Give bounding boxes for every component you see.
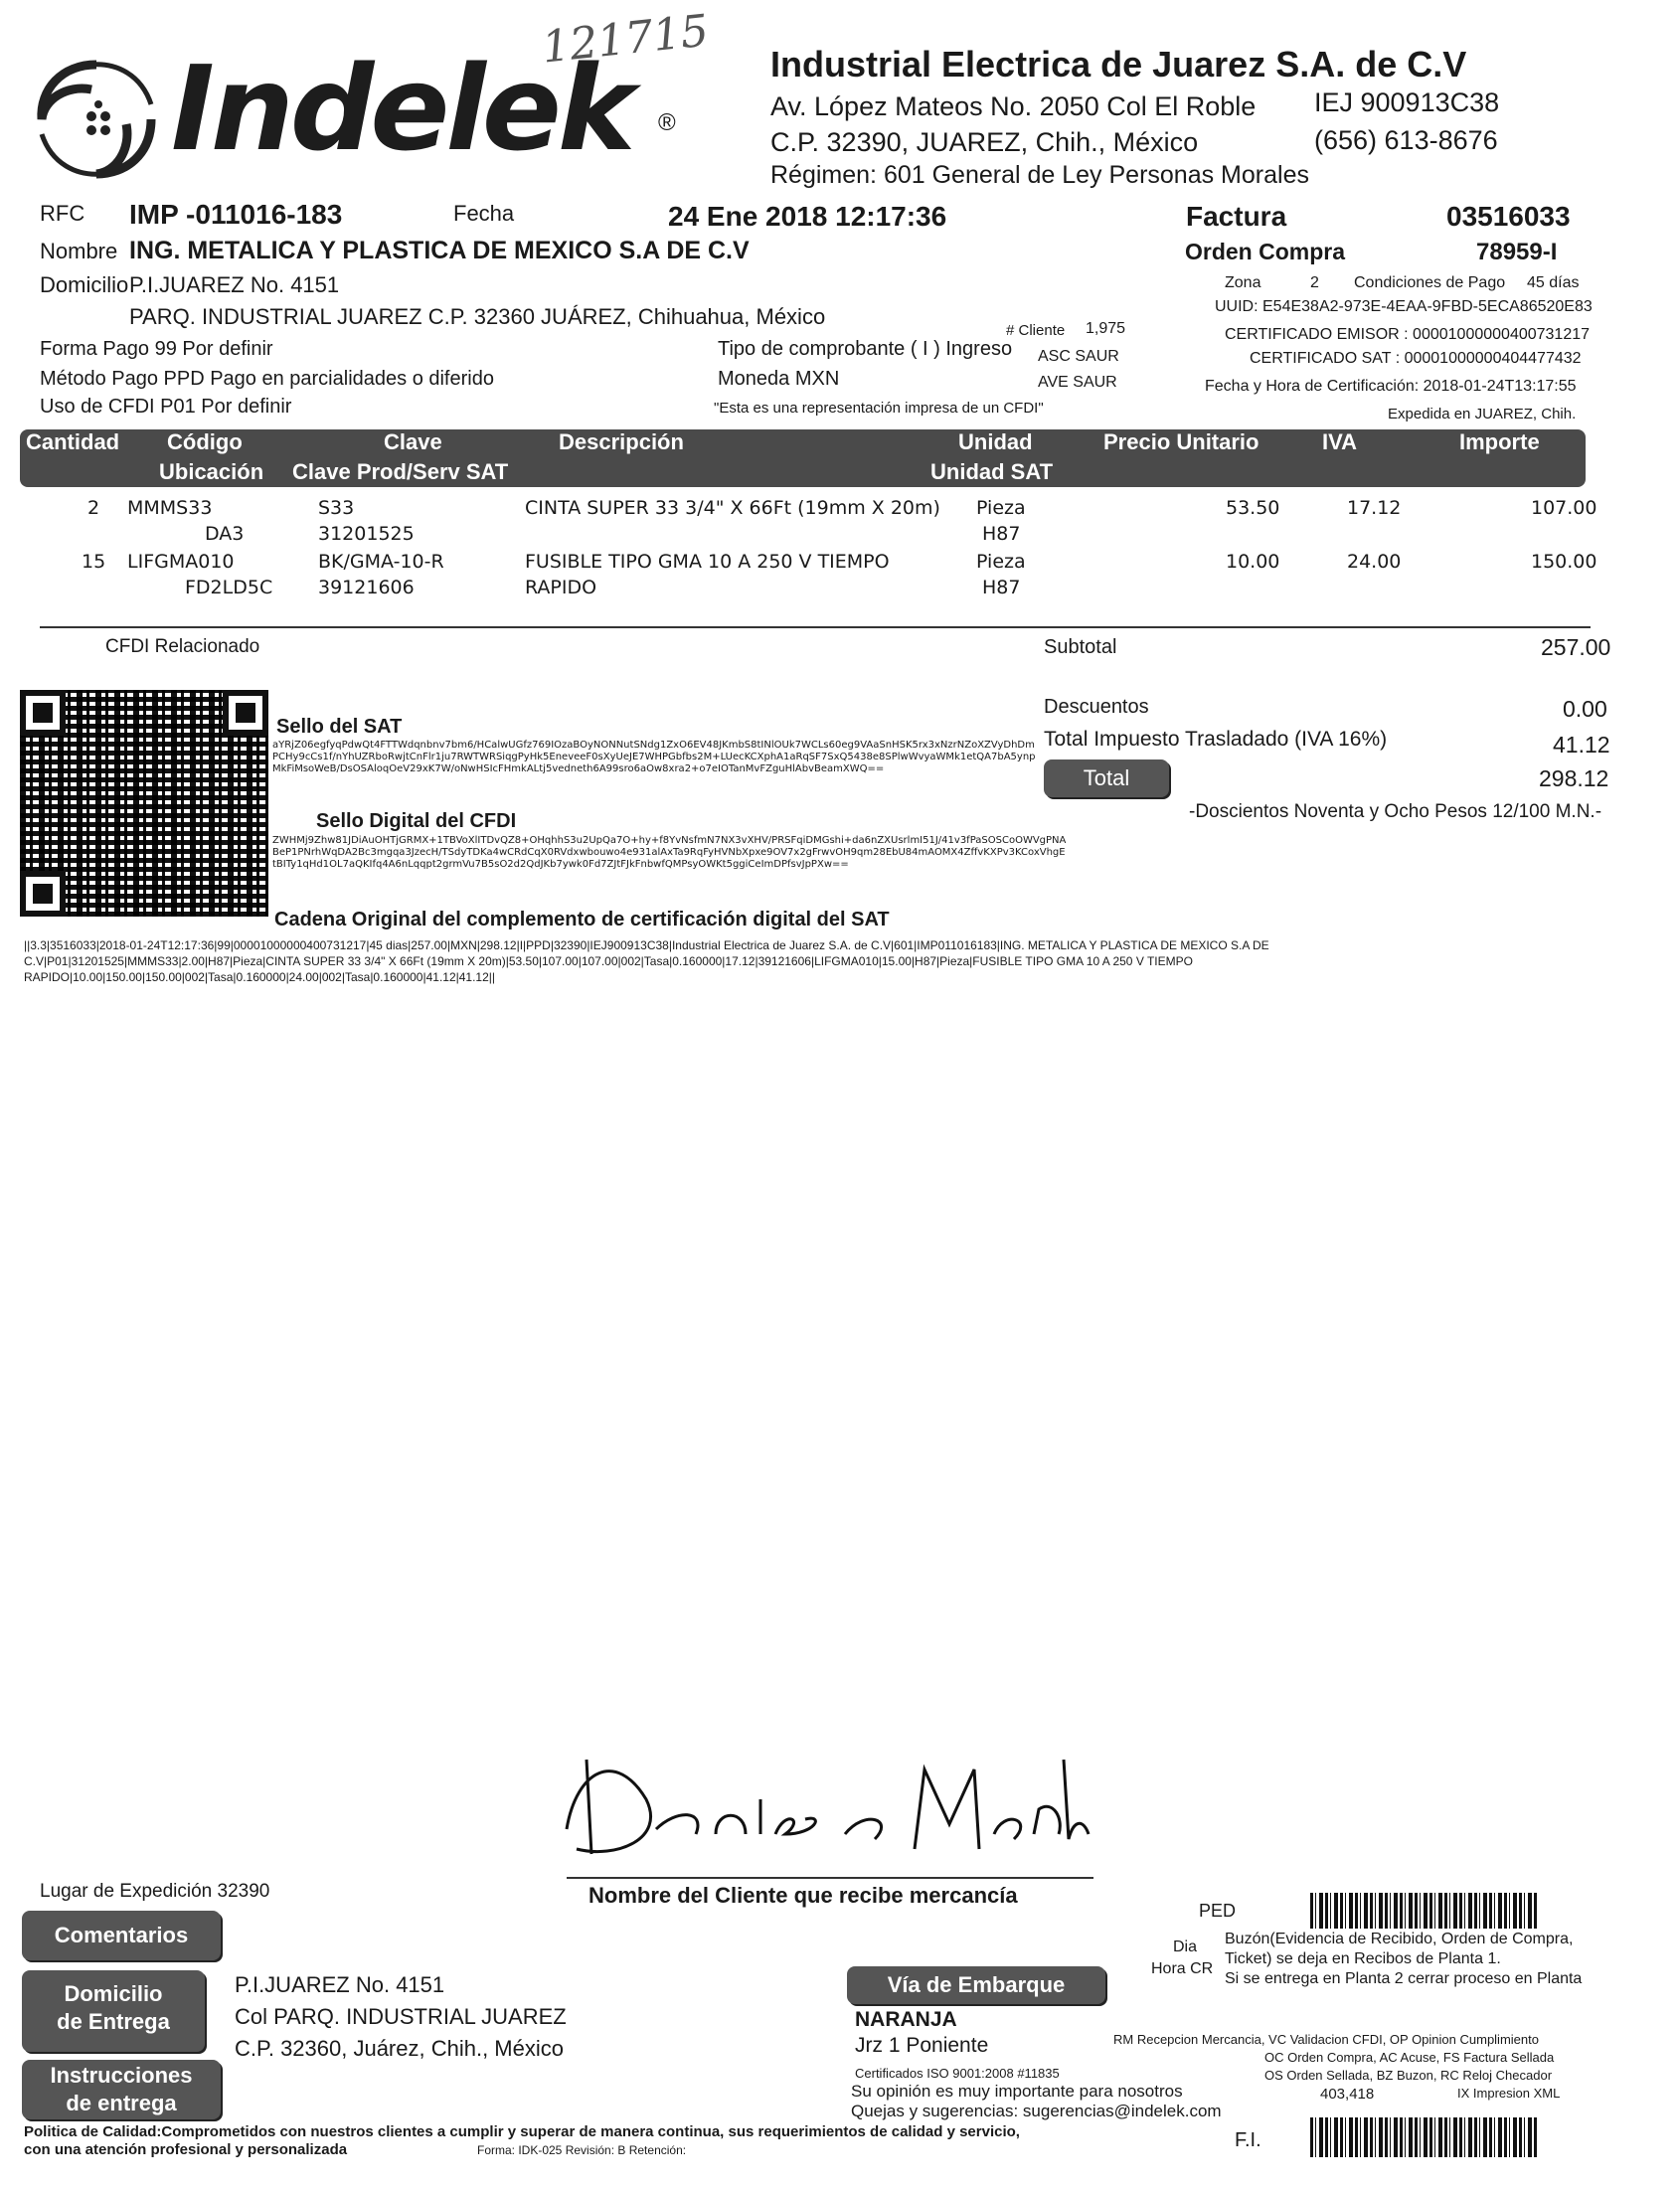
client-address2: PARQ. INDUSTRIAL JUAREZ C.P. 32360 JUÁREZ, Chihuahua, México xyxy=(129,304,826,329)
total-label: Total xyxy=(1083,765,1130,790)
items-table-header xyxy=(20,429,1586,487)
zona-label: Zona xyxy=(1225,274,1261,291)
row-descripcion: FUSIBLE TIPO GMA 10 A 250 V TIEMPO xyxy=(525,551,890,573)
swirl-logo-icon xyxy=(22,45,171,194)
col-codigo: Código xyxy=(167,429,243,454)
qr-finder-top-left xyxy=(20,690,66,736)
legend-line1: RM Recepcion Mercancia, VC Validacion CFDI, OP Opinion Cumplimiento xyxy=(1113,2032,1539,2047)
uso-cfdi: Uso de CFDI P01 Por definir xyxy=(40,396,292,418)
company-regimen: Régimen: 601 General de Ley Personas Morales xyxy=(770,161,1309,189)
cfdi-qr-code xyxy=(20,690,268,917)
impuesto-label: Total Impuesto Trasladado (IVA 16%) xyxy=(1044,728,1388,751)
orden-number: 78959-I xyxy=(1476,239,1558,265)
col-unidad: Unidad xyxy=(958,429,1033,454)
row-descripcion2: RAPIDO xyxy=(525,577,597,598)
representacion-note: "Esta es una representación impresa de un CFDI" xyxy=(714,400,1044,417)
col-descripcion: Descripción xyxy=(559,429,684,454)
cliente-label: # Cliente xyxy=(1006,322,1066,339)
client-address1: P.I.JUAREZ No. 4151 xyxy=(129,272,340,297)
tipo-comprobante: Tipo de comprobante ( I ) Ingreso xyxy=(718,338,1013,360)
domicilio-entrega-tab xyxy=(22,1970,205,2052)
impuesto-value: 41.12 xyxy=(1553,732,1610,758)
cert-sat: CERTIFICADO SAT : 00001000000404477432 xyxy=(1250,350,1582,367)
carrier-name: NARANJA xyxy=(855,2008,957,2031)
top-barcode xyxy=(1310,1893,1537,1929)
domicilio-entrega-label2: de Entrega xyxy=(57,2009,170,2034)
row-unidad-sat: H87 xyxy=(982,577,1021,598)
row-cantidad: 15 xyxy=(82,551,106,573)
rfc-label: RFC xyxy=(40,201,85,226)
subtotal-label: Subtotal xyxy=(1044,636,1117,658)
carrier-route: Jrz 1 Poniente xyxy=(855,2034,989,2057)
legend-line2: OC Orden Compra, AC Acuse, FS Factura Sellada xyxy=(1264,2050,1555,2065)
row-unidad-sat: H87 xyxy=(982,523,1021,545)
quality-policy-line1: Politica de Calidad:Comprometidos con nuestros clientes a cumplir y superar de manera continua, sus requerimientos de calidad y servicio, xyxy=(24,2123,1020,2140)
buzon-line2: Ticket) se deja en Recibos de Planta 1. xyxy=(1225,1950,1501,1967)
sello-cfdi-value: ZWHMj9Zhw81JDiAuOHTjGRMX+1TBVoXlITDvQZ8+OHqhhS3u2UpQa7O+hy+f8YvNsfmN7NX3vXHV/PRSFqiDMGshi+da6nZXUsrlmI51J/41v3fPaSOSCoOWVgPNABeP1PNrhWqDA2Bc3mgqa3JzecH/TSdyTDKa4wCRdCqX0RVdxwbouwo4e931alAxTa9RqFyHVNbXpxe9OV7x2gFrwvOH9qm28EbU84mAOMX4ZffvKXPv3KCoxVhgEtBITy1qHd1OL7aQKIfq4A6nLqqpt2grmVu7B5sO2d2QdJKb7ywk0Fd7ZJtFJkFnbwfQMPsyOWKt5ggiCeImDPfsvJpPXw== xyxy=(272,835,1067,870)
client-name: ING. METALICA Y PLASTICA DE MEXICO S.A DE C.V xyxy=(129,237,750,264)
company-phone: (656) 613-8676 xyxy=(1314,125,1498,155)
ave: AVE SAUR xyxy=(1038,374,1117,391)
row-importe: 150.00 xyxy=(1531,551,1597,573)
row-ubicacion: DA3 xyxy=(205,523,245,545)
row-unidad: Pieza xyxy=(976,551,1026,573)
asc: ASC SAUR xyxy=(1038,348,1119,365)
entrega-address3: C.P. 32360, Juárez, Chih., México xyxy=(235,2036,564,2061)
orden-label: Orden Compra xyxy=(1185,239,1346,264)
uuid: UUID: E54E38A2-973E-4EAA-9FBD-5ECA86520E83 xyxy=(1215,298,1593,315)
row-codigo: LIFGMA010 xyxy=(127,551,235,573)
row-unidad: Pieza xyxy=(976,497,1026,519)
row-precio: 53.50 xyxy=(1226,497,1280,519)
row-iva: 24.00 xyxy=(1347,551,1402,573)
lugar-expedicion: Lugar de Expedición 32390 xyxy=(40,1881,270,1902)
cert-emisor: CERTIFICADO EMISOR : 00001000000400731217 xyxy=(1225,326,1591,343)
invoice-date: 24 Ene 2018 12:17:36 xyxy=(668,201,947,232)
qr-finder-top-right xyxy=(223,690,268,736)
doc-counter: 403,418 xyxy=(1320,2086,1375,2103)
customer-signature-icon xyxy=(557,1740,1093,1879)
signature-caption: Nombre del Cliente que recibe mercancía xyxy=(588,1883,1018,1908)
sello-sat-label: Sello del SAT xyxy=(276,716,403,738)
company-rfc: IEJ 900913C38 xyxy=(1314,87,1500,117)
row-clave-sat: 39121606 xyxy=(318,577,415,598)
entrega-address2: Col PARQ. INDUSTRIAL JUAREZ xyxy=(235,2004,567,2029)
fecha-label: Fecha xyxy=(453,201,515,226)
cadena-line1: ||3.3|3516033|2018-01-24T12:17:36|99|00001000000400731217|45 dias|257.00|MXN|298.12|I|PPD|32390|IEJ900913C38|Industrial Electrica de Juarez S.A. de C.V|601|IMP011016183|ING. METALICA Y PLASTICA DE MEXICO S.A DE xyxy=(24,938,1269,952)
buzon-line1: Buzón(Evidencia de Recibido, Orden de Compra, xyxy=(1225,1931,1574,1947)
descuentos-value: 0.00 xyxy=(1563,696,1607,722)
nombre-label: Nombre xyxy=(40,239,118,263)
comentarios-label: Comentarios xyxy=(54,1923,189,1947)
buzon-line3: Si se entrega en Planta 2 cerrar proceso en Planta xyxy=(1225,1970,1583,1987)
company-address2: C.P. 32390, JUAREZ, Chih., México xyxy=(770,127,1199,157)
metodo-pago: Método Pago PPD Pago en parcialidades o diferido xyxy=(40,368,494,390)
row-precio: 10.00 xyxy=(1226,551,1280,573)
descuentos-label: Descuentos xyxy=(1044,696,1149,718)
cfdi-relacionado: CFDI Relacionado xyxy=(105,636,260,657)
cadena-line2: C.V|P01|31201525|MMMS33|2.00|H87|Pieza|CINTA SUPER 33 3/4" X 66Ft (19mm X 20m)|53.50|107.00|107.00|002|Tasa|0.160000|17.12|39121606|LIFGMA010|15.00|H87|Pieza|FUSIBLE TIPO GMA 10 A 250 V TIEMPO xyxy=(24,954,1193,968)
col-clave: Clave xyxy=(384,429,442,454)
registered-icon: ® xyxy=(658,109,676,136)
comentarios-tab xyxy=(22,1911,221,1960)
via-embarque-tab xyxy=(847,1966,1105,2004)
row-codigo: MMMS33 xyxy=(127,497,213,519)
hora-label: Hora CR xyxy=(1151,1960,1214,1977)
fi-label: F.I. xyxy=(1235,2129,1261,2151)
via-embarque-label: Vía de Embarque xyxy=(887,1972,1066,1997)
forma-pago: Forma Pago 99 Por definir xyxy=(40,338,273,360)
company-name: Industrial Electrica de Juarez S.A. de C.V xyxy=(770,44,1467,84)
table-bottom-rule xyxy=(40,626,1591,628)
row-descripcion: CINTA SUPER 33 3/4" X 66Ft (19mm X 20m) xyxy=(525,497,940,519)
cadena-label: Cadena Original del complemento de certificación digital del SAT xyxy=(274,909,890,930)
col-clave-sat: Clave Prod/Serv SAT xyxy=(292,459,509,484)
condiciones-value: 45 días xyxy=(1527,274,1580,291)
col-ubicacion: Ubicación xyxy=(159,459,264,484)
signature-line xyxy=(567,1877,1093,1879)
row-clave: BK/GMA-10-R xyxy=(318,551,444,573)
brand-wordmark: Indelek xyxy=(171,40,632,177)
company-logo xyxy=(22,40,678,199)
col-iva: IVA xyxy=(1322,429,1358,454)
moneda: Moneda MXN xyxy=(718,368,840,390)
ix-label: IX Impresion XML xyxy=(1457,2086,1561,2101)
domicilio-entrega-label1: Domicilio xyxy=(64,1981,163,2006)
cliente-number: 1,975 xyxy=(1086,320,1126,337)
cadena-line3: RAPIDO|10.00|150.00|150.00|002|Tasa|0.160000|24.00|002|Tasa|0.160000|41.12|41.12|| xyxy=(24,970,496,984)
sello-cfdi-label: Sello Digital del CFDI xyxy=(316,810,517,832)
qr-finder-bottom-left xyxy=(20,871,66,917)
bottom-barcode xyxy=(1310,2117,1537,2157)
zona-value: 2 xyxy=(1310,274,1319,291)
instrucciones-label2: de entrega xyxy=(66,2091,177,2115)
quejas-text: Quejas y sugerencias: sugerencias@indelek.com xyxy=(851,2102,1222,2120)
invoice-number: 03516033 xyxy=(1446,201,1571,232)
dia-label: Dia xyxy=(1173,1939,1198,1955)
col-importe: Importe xyxy=(1459,429,1540,454)
iso-certification: Certificados ISO 9001:2008 #11835 xyxy=(855,2066,1060,2081)
quality-policy-line2: con una atención profesional y personalizada xyxy=(24,2141,348,2158)
row-clave-sat: 31201525 xyxy=(318,523,415,545)
total-badge xyxy=(1044,759,1169,797)
row-importe: 107.00 xyxy=(1531,497,1597,519)
instrucciones-tab xyxy=(22,2060,221,2119)
row-clave: S33 xyxy=(318,497,355,519)
form-revision: Forma: IDK-025 Revisión: B Retención: xyxy=(477,2143,687,2157)
total-in-words: -Doscientos Noventa y Ocho Pesos 12/100 M.N.- xyxy=(1189,801,1602,822)
subtotal-value: 257.00 xyxy=(1541,634,1611,660)
opinion-text: Su opinión es muy importante para nosotros xyxy=(851,2082,1183,2101)
handwritten-note: 121715 xyxy=(539,5,712,74)
col-cantidad: Cantidad xyxy=(26,429,120,454)
factura-label: Factura xyxy=(1186,201,1287,232)
col-precio: Precio Unitario xyxy=(1103,429,1260,454)
entrega-address1: P.I.JUAREZ No. 4151 xyxy=(235,1972,445,1997)
client-rfc: IMP -011016-183 xyxy=(129,199,343,230)
row-ubicacion: FD2LD5C xyxy=(185,577,273,598)
total-value: 298.12 xyxy=(1539,765,1609,791)
expedida: Expedida en JUAREZ, Chih. xyxy=(1388,406,1577,422)
legend-line3: OS Orden Sellada, BZ Buzon, RC Reloj Checador xyxy=(1264,2068,1553,2083)
row-iva: 17.12 xyxy=(1347,497,1402,519)
sello-sat-value: aYRjZ06egfyqPdwQt4FTTWdqnbnv7bm6/HCalwUGfz769IOzaBOyNONNutSNdg1ZxO6EV48JKmbS8tINlOUk7WCLs60eg9VAaSnHSK5rx3xNzrNZoXZVyDhDmPCHy9cCs1f/nYhUZRboRwjtCnFlr1ju7RWTWRSiqgPyHk5EneveeF0sXyUeJE7WHPGbfbs2M+LUecKCXphA1aRqSF7SxQ5438e8SPlwWvyaWMk1etQA7bA5ynpMkFiMsoWeB/DsOSAloqOeV29xK7W/oNwHSIcFHmkALtj5vedneth6A99sro6aOw8xra2+o7eIOTanMvFZguHlAbvBeamXWQ== xyxy=(272,740,1036,774)
company-address1: Av. López Mateos No. 2050 Col El Roble xyxy=(770,91,1257,121)
instrucciones-label1: Instrucciones xyxy=(50,2063,193,2088)
col-unidad-sat: Unidad SAT xyxy=(930,459,1054,484)
ped-label: PED xyxy=(1199,1901,1237,1921)
row-cantidad: 2 xyxy=(87,497,100,519)
domicilio-label: Domicilio xyxy=(40,272,129,297)
condiciones-label: Condiciones de Pago xyxy=(1354,274,1506,291)
fecha-certificacion: Fecha y Hora de Certificación: 2018-01-24T13:17:55 xyxy=(1205,378,1577,395)
